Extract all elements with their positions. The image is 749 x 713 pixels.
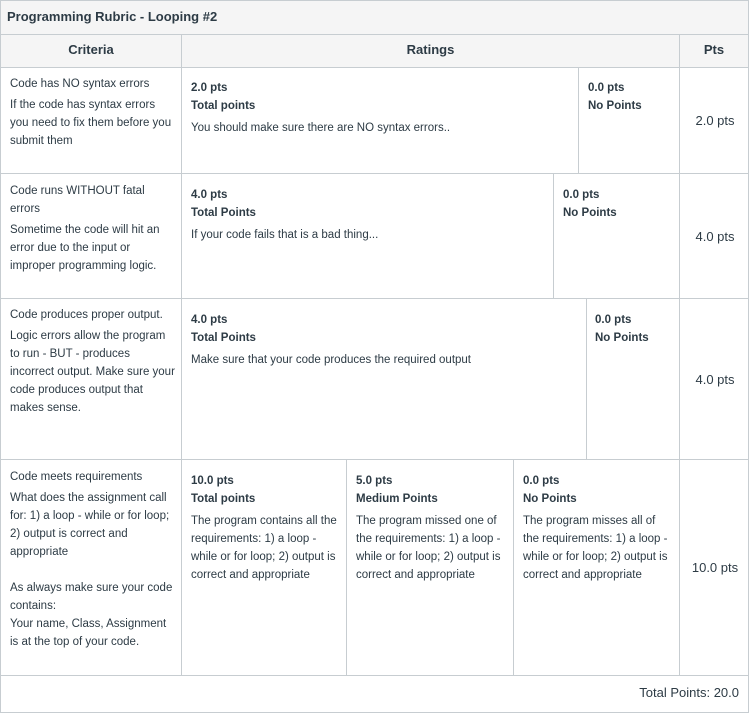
rating-cell <box>191 472 341 584</box>
rating-description: Total Points <box>191 332 256 344</box>
row-divider <box>1 675 748 676</box>
criterion-description: Code produces proper output. <box>10 309 163 321</box>
rating-description: No Points <box>595 332 649 344</box>
rating-divider <box>513 460 514 675</box>
rating-points: 5.0 pts <box>356 475 393 487</box>
rating-divider <box>586 299 587 459</box>
rating-description: Medium Points <box>356 493 438 505</box>
rating-long-description: You should make sure there are NO syntax errors.. <box>191 122 451 134</box>
criterion-points: 10.0 pts <box>691 560 739 575</box>
criterion-points: 4.0 pts <box>695 229 735 244</box>
criterion-cell <box>10 75 175 150</box>
row-divider <box>1 459 748 460</box>
rating-points: 10.0 pts <box>191 475 234 487</box>
rating-points: 4.0 pts <box>191 314 228 326</box>
rating-points: 0.0 pts <box>595 314 632 326</box>
rating-long-description: If your code fails that is a bad thing... <box>191 229 379 241</box>
rating-description: No Points <box>563 207 617 219</box>
rating-long-description: The program missed one of the requirements: 1) a loop - while or for loop; 2) output is correct and appropriate <box>356 515 501 581</box>
rating-description: No Points <box>588 100 642 112</box>
rubric-title: Programming Rubric - Looping #2 <box>7 9 218 24</box>
criterion-long-description: Sometime the code will hit an error due to the input or improper programming logic. <box>10 224 160 272</box>
criterion-cell <box>10 182 175 275</box>
criterion-cell <box>10 468 175 651</box>
rating-cell <box>191 311 579 369</box>
rubric-title-bar <box>1 1 748 35</box>
rating-cell <box>563 186 673 226</box>
criterion-cell <box>10 306 175 417</box>
rating-description: No Points <box>523 493 577 505</box>
rating-points: 0.0 pts <box>563 189 600 201</box>
rating-points: 2.0 pts <box>191 82 228 94</box>
rating-cell <box>588 79 673 119</box>
rating-divider <box>578 68 579 173</box>
rating-cell <box>356 472 508 584</box>
rating-description: Total points <box>191 100 256 112</box>
criterion-long-description: Logic errors allow the program to run - BUT - produces incorrect output. Make sure your code produces output that makes sense. <box>10 330 175 414</box>
rating-points: 0.0 pts <box>523 475 560 487</box>
total-points: Total Points: 20.0 <box>639 685 739 700</box>
rating-points: 4.0 pts <box>191 189 228 201</box>
column-divider <box>181 35 182 675</box>
rating-long-description: Make sure that your code produces the required output <box>191 354 472 366</box>
criterion-description: Code has NO syntax errors <box>10 78 150 90</box>
ratings-header: Ratings <box>182 35 679 68</box>
row-divider <box>1 298 748 299</box>
rating-divider <box>553 174 554 298</box>
criterion-points: 4.0 pts <box>695 372 735 387</box>
rating-cell <box>523 472 673 584</box>
pts-header: Pts <box>680 35 748 68</box>
rating-cell <box>595 311 675 351</box>
criteria-header: Criteria <box>1 35 181 68</box>
row-divider <box>1 173 748 174</box>
rating-points: 0.0 pts <box>588 82 625 94</box>
rating-long-description: The program misses all of the requirements: 1) a loop - while or for loop; 2) output is correct and appropriate <box>523 515 668 581</box>
criterion-description: Code runs WITHOUT fatal errors <box>10 185 145 215</box>
rating-long-description: The program contains all the requirements: 1) a loop - while or for loop; 2) output is correct and appropriate <box>191 515 337 581</box>
rating-description: Total points <box>191 493 256 505</box>
rating-cell <box>191 79 571 137</box>
criterion-long-description: What does the assignment call for: 1) a loop - while or for loop; 2) output is correct and appropriate As always make sure your code contains: Your name, Class, Assignment is at the top of your code. <box>10 492 173 648</box>
rating-description: Total Points <box>191 207 256 219</box>
criterion-points: 2.0 pts <box>695 113 735 128</box>
rating-divider <box>346 460 347 675</box>
column-divider <box>679 35 680 675</box>
rating-cell <box>191 186 546 244</box>
criterion-description: Code meets requirements <box>10 471 143 483</box>
criterion-long-description: If the code has syntax errors you need to fix them before you submit them <box>10 99 172 147</box>
